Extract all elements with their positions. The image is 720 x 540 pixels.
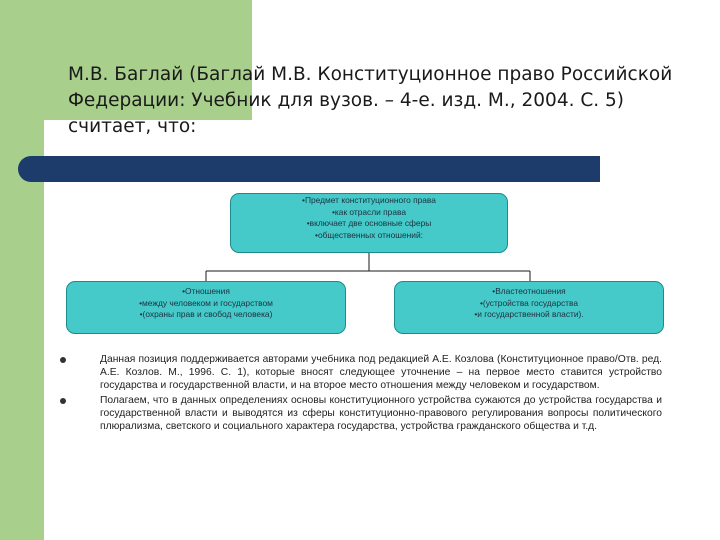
bullet-dot-icon <box>60 357 66 363</box>
node-line: •Отношения <box>182 286 230 296</box>
list-item <box>60 394 662 434</box>
node-line: •(устройства государства <box>479 297 579 308</box>
slide-title: М.В. Баглай (Баглай М.В. Конституционное право Российской Федерации: Учебник для вузов. – 4-е. изд. М., 2004. С. 5) считает, что: <box>68 64 673 137</box>
node-line: •общественных отношений: <box>315 229 423 240</box>
bullet-text: Полагаем, что в данных определениях основы конституционного устройства сужаются до устройства государства и государственной власти и выводятся из сферы конституционно-правового регулирования вопросы политического плюрализма, светского и социального характера государства, устройства гражданского общества и т.д. <box>100 394 662 433</box>
bullet-dot-icon <box>60 398 66 404</box>
node-line: •Предмет конституционного права <box>302 195 436 205</box>
node-line: •включает две основные сферы <box>306 218 432 228</box>
bullet-text: Данная позиция поддерживается авторами учебника под редакцией А.Е. Козлова (Конституционное право/Отв. ред. А.Е. Козлов. М., 1996. С. 1), которые вносят следующее уточнение – на первое место ставится устройство государства и государственной власти, и на второе место отношения между человеком и государством. <box>100 354 662 392</box>
node-line: •(охраны прав и свобод человека) <box>139 309 273 319</box>
node-line: •между человеком и государством <box>139 297 273 308</box>
list-item <box>60 353 662 393</box>
bullet-list <box>60 353 662 434</box>
diagram-node-subject <box>230 193 508 253</box>
node-line: •и государственной власти). <box>474 309 584 319</box>
node-line: •Властеотношения <box>492 286 566 296</box>
diagram-node-relations <box>66 281 346 334</box>
diagram-node-power-relations <box>394 281 664 334</box>
node-line: •как отрасли права <box>332 206 406 217</box>
